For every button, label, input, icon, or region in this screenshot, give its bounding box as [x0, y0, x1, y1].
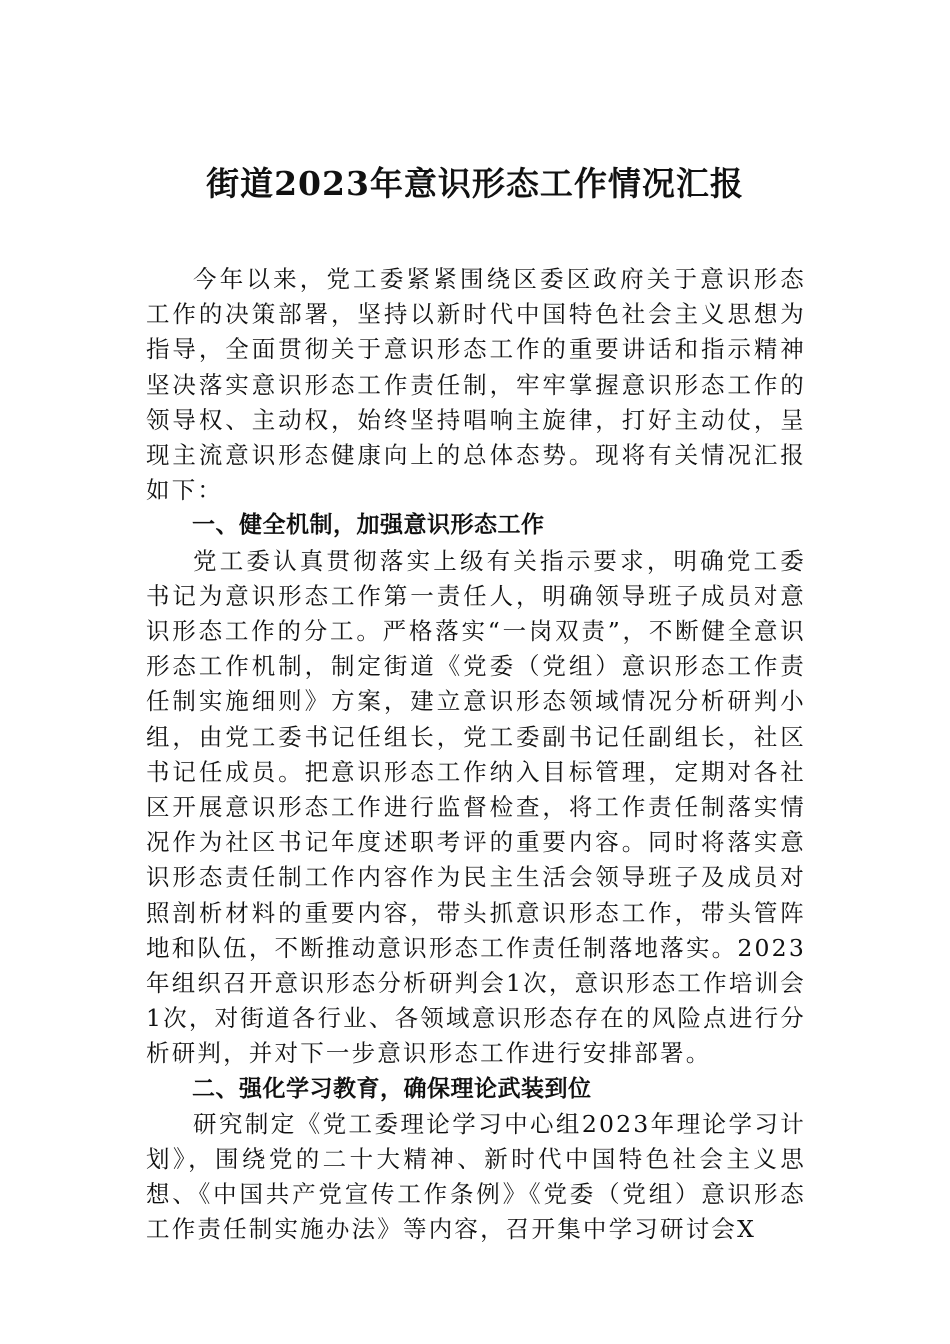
section-paragraph-2: 研究制定《党工委理论学习中心组2023年理论学习计划》，围绕党的二十大精神、新时代中国特色社会主义思想、《中国共产党宣传工作条例》《党委（党组）意识形态工作责任制实施办法》等内容，召开集中学习研讨会X: [146, 1109, 806, 1244]
intro-paragraph: 今年以来，党工委紧紧围绕区委区政府关于意识形态工作的决策部署，坚持以新时代中国特色社会主义思想为指导，全面贯彻关于意识形态工作的重要讲话和指示精神坚决落实意识形态工作责任制，牢牢掌握意识形态工作的领导权、主动权，始终坚持唱响主旋律，打好主动仗，呈现主流意识形态健康向上的总体态势。现将有关情况汇报如下：: [146, 265, 806, 505]
document-title: 街道2023年意识形态工作情况汇报: [206, 164, 744, 203]
section-heading-1: 一、健全机制，加强意识形态工作: [192, 512, 545, 539]
section-heading-2: 二、强化学习教育，确保理论武装到位: [192, 1075, 592, 1102]
document-body: [146, 262, 806, 1248]
section-paragraph-1: 党工委认真贯彻落实上级有关指示要求，明确党工委书记为意识形态工作第一责任人，明确领导班子成员对意识形态工作的分工。严格落实“一岗双责”，不断健全意识形态工作机制，制定街道《党委（党组）意识形态工作责任制实施细则》方案，建立意识形态领域情况分析研判小组，由党工委书记任组长，党工委副书记任副组长，社区书记任成员。把意识形态工作纳入目标管理，定期对各社区开展意识形态工作进行监督检查，将工作责任制落实情况作为社区书记年度述职考评的重要内容。同时将落实意识形态责任制工作内容作为民主生活会领导班子及成员对照剖析材料的重要内容，带头抓意识形态工作，带头管阵地和队伍，不断推动意识形态工作责任制落地落实。2023年组织召开意识形态分析研判会1次，意识形态工作培训会1次，对街道各行业、各领域意识形态存在的风险点进行分析研判，并对下一步意识形态工作进行安排部署。: [146, 546, 806, 1068]
